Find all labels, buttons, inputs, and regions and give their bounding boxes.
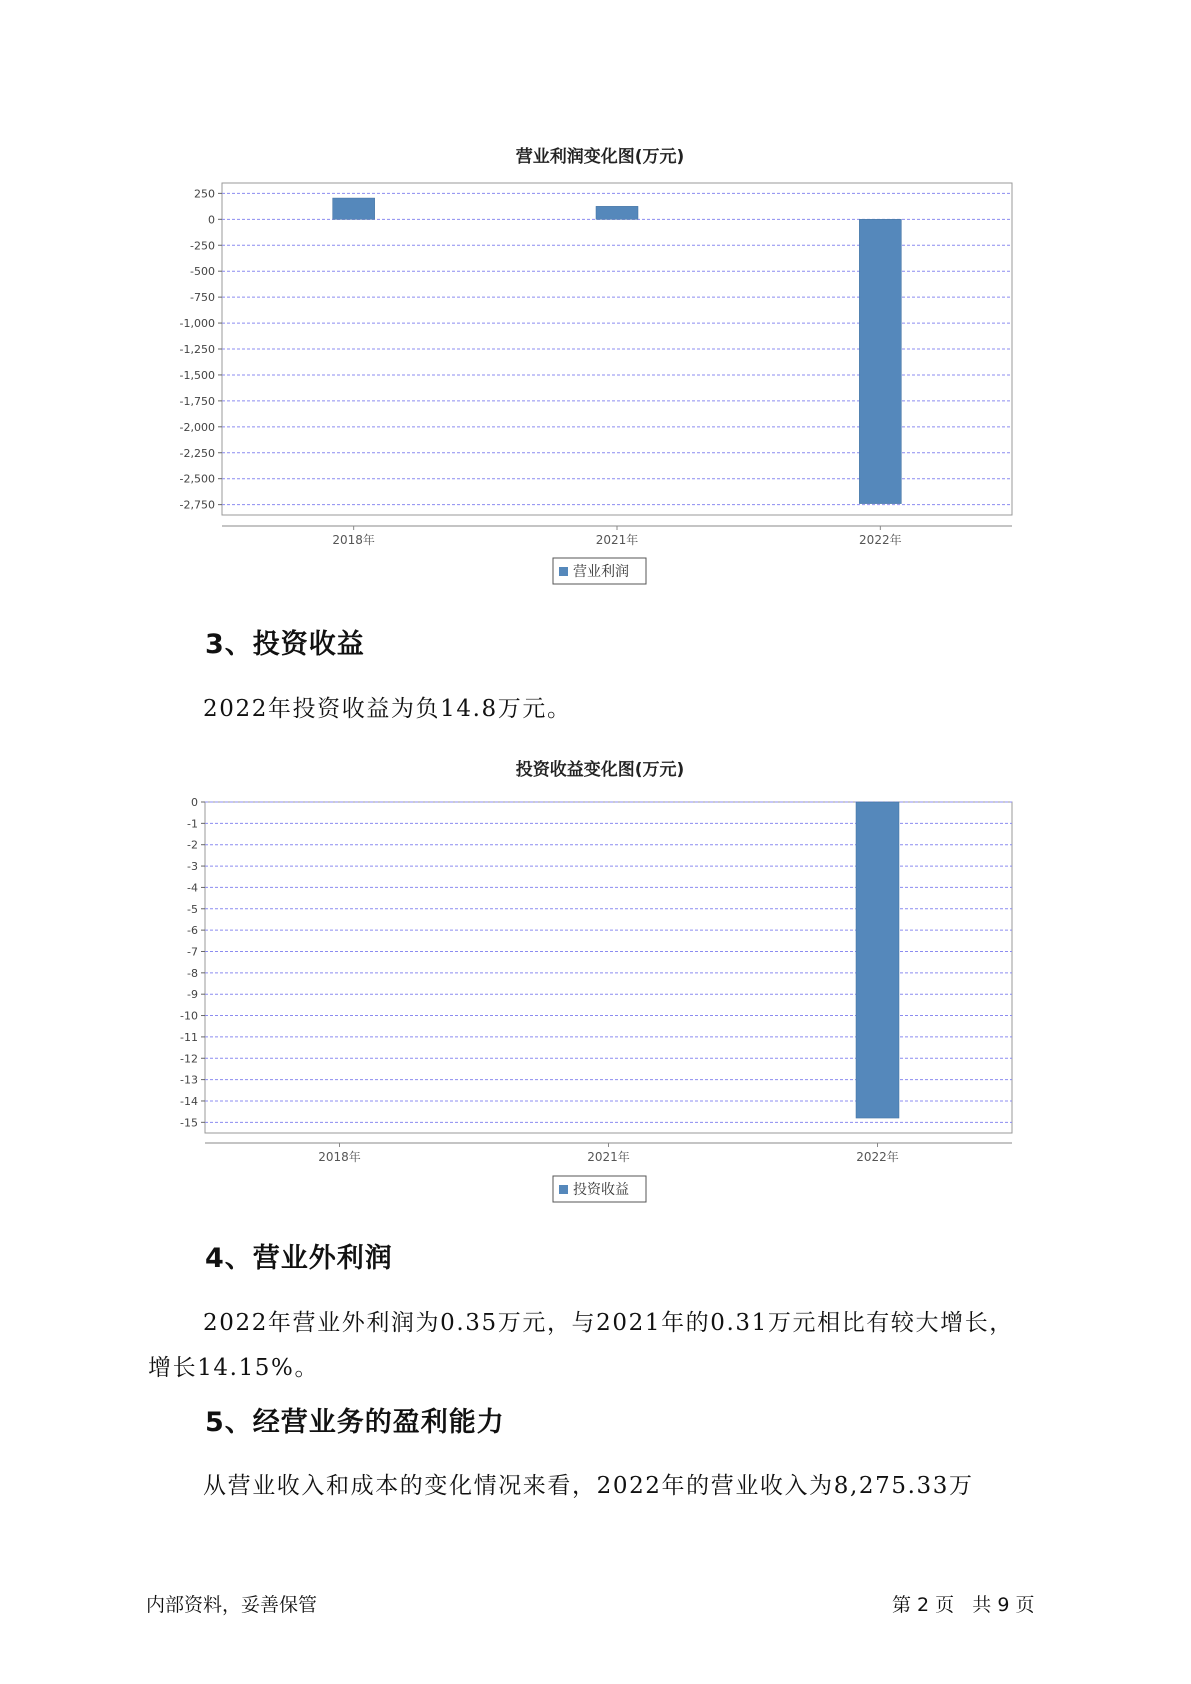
section3-text: 2022年投资收益为负14.8万元。 bbox=[203, 696, 572, 722]
section4-text-line1: 2022年营业外利润为0.35万元，与2021年的0.31万元相比有较大增长， bbox=[203, 1310, 1014, 1336]
y-tick-label: -4 bbox=[187, 881, 198, 895]
y-tick-label: -500 bbox=[190, 265, 215, 279]
y-tick-label: -7 bbox=[187, 945, 198, 959]
chart1-title: 营业利润变化图(万元) bbox=[515, 147, 685, 167]
chart2-title: 投资收益变化图(万元) bbox=[515, 760, 685, 780]
section3-heading: 3、投资收益 bbox=[205, 629, 365, 660]
y-tick-label: -5 bbox=[187, 902, 198, 916]
y-tick-label: -3 bbox=[187, 860, 198, 874]
y-tick-label: -1 bbox=[187, 817, 198, 831]
legend-swatch bbox=[559, 1185, 568, 1194]
y-tick-label: -12 bbox=[180, 1052, 198, 1066]
x-tick-label: 2018年 bbox=[332, 533, 375, 547]
footer-confidential: 内部资料，妥善保管 bbox=[146, 1594, 318, 1616]
x-tick-label: 2018年 bbox=[318, 1150, 361, 1164]
y-tick-label: -1,000 bbox=[179, 317, 215, 331]
y-tick-label: -250 bbox=[190, 239, 215, 253]
section5-text-line1: 从营业收入和成本的变化情况来看，2022年的营业收入为8,275.33万 bbox=[203, 1473, 974, 1499]
y-tick-label: -2,250 bbox=[179, 446, 215, 460]
y-tick-label: -10 bbox=[180, 1009, 198, 1023]
y-tick-label: -2,500 bbox=[179, 472, 215, 486]
y-tick-label: -2,750 bbox=[179, 498, 215, 512]
y-tick-label: 0 bbox=[191, 796, 198, 809]
bar bbox=[856, 802, 899, 1118]
y-tick-label: -14 bbox=[180, 1094, 198, 1108]
y-tick-label: -2 bbox=[187, 838, 198, 852]
x-tick-label: 2022年 bbox=[859, 533, 902, 547]
y-tick-label: -11 bbox=[180, 1030, 198, 1044]
x-tick-label: 2022年 bbox=[856, 1150, 899, 1164]
section4-text-line2: 增长14.15%。 bbox=[148, 1355, 320, 1381]
y-tick-label: -1,500 bbox=[179, 368, 215, 382]
y-tick-label: -2,000 bbox=[179, 420, 215, 434]
y-tick-label: -6 bbox=[187, 924, 198, 938]
y-tick-label: -9 bbox=[187, 988, 198, 1002]
section5-heading: 5、经营业务的盈利能力 bbox=[205, 1407, 505, 1438]
y-tick-label: -1,750 bbox=[179, 394, 215, 408]
x-tick-label: 2021年 bbox=[587, 1150, 630, 1164]
legend-label: 投资收益 bbox=[573, 1182, 629, 1198]
legend-label: 营业利润 bbox=[573, 564, 629, 580]
y-tick-label: 250 bbox=[194, 187, 215, 201]
footer-page-number: 第 2 页 共 9 页 bbox=[892, 1594, 1035, 1616]
y-tick-label: -750 bbox=[190, 291, 215, 305]
x-tick-label: 2021年 bbox=[595, 533, 639, 547]
section4-heading: 4、营业外利润 bbox=[205, 1243, 393, 1274]
y-tick-label: -1,250 bbox=[179, 343, 215, 356]
y-tick-label: -13 bbox=[180, 1073, 198, 1087]
y-tick-label: -15 bbox=[180, 1116, 198, 1130]
y-tick-label: 0 bbox=[208, 213, 215, 227]
y-tick-label: -8 bbox=[187, 966, 198, 980]
